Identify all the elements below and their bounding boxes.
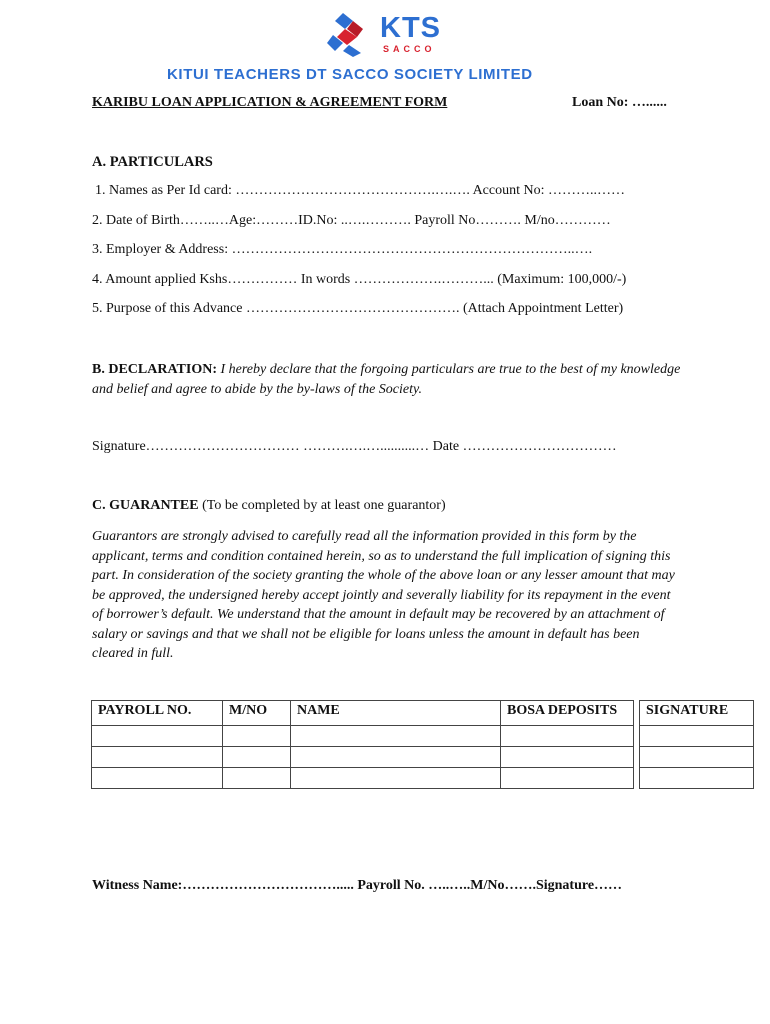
col-payroll-no: PAYROLL NO. <box>92 701 223 726</box>
cell-bosa-deposits[interactable] <box>501 726 634 747</box>
cell-name[interactable] <box>291 726 501 747</box>
table-row <box>92 768 754 789</box>
table-row <box>92 747 754 768</box>
cell-payroll-no[interactable] <box>92 726 223 747</box>
declaration-text: I hereby declare that the forgoing particulars are true to the best of my knowledge and belief and agree to abide by the by-laws of the Society. <box>92 362 681 397</box>
particulars-line-purpose: 5. Purpose of this Advance ………………………………………. (Attach Appointment Letter) <box>92 301 624 316</box>
guarantee-heading: C. GUARANTEE <box>92 498 199 513</box>
col-name: NAME <box>291 701 501 726</box>
cell-mno[interactable] <box>223 747 291 768</box>
guarantee-heading-row <box>92 498 446 514</box>
cell-signature[interactable] <box>640 747 754 768</box>
particulars-line-amount: 4. Amount applied Kshs…………… In words ……………….………... (Maximum: 100,000/-) <box>92 272 627 287</box>
particulars-heading: A. PARTICULARS <box>92 154 213 170</box>
cell-mno[interactable] <box>223 726 291 747</box>
particulars-line-names: 1. Names as Per Id card: …………………………………….….…. Account No: ………..…… <box>95 183 625 198</box>
declaration-heading: B. DECLARATION: <box>92 362 217 377</box>
particulars-line-employer: 3. Employer & Address: ………………………………………………………………..…. <box>92 242 593 257</box>
declaration-block <box>92 360 682 399</box>
cell-mno[interactable] <box>223 768 291 789</box>
table-row <box>92 726 754 747</box>
col-mno: M/NO <box>223 701 291 726</box>
cell-signature[interactable] <box>640 726 754 747</box>
witness-line: Witness Name:……………………………..... Payroll No. …..…..M/No…….Signature…… <box>92 878 623 893</box>
cell-signature[interactable] <box>640 768 754 789</box>
form-title: KARIBU LOAN APPLICATION & AGREEMENT FORM <box>92 95 448 110</box>
col-signature: SIGNATURE <box>640 701 754 726</box>
guarantee-text-block <box>92 527 682 664</box>
declaration-signature-line: Signature…………………………… ……….….…..........… Date …………………………… <box>92 439 617 454</box>
guarantor-table <box>91 700 754 789</box>
table-header-row <box>92 701 754 726</box>
cell-name[interactable] <box>291 747 501 768</box>
society-name: KITUI TEACHERS DT SACCO SOCIETY LIMITED <box>167 66 533 83</box>
cell-name[interactable] <box>291 768 501 789</box>
loan-number-field: Loan No: …...... <box>572 95 667 110</box>
cell-payroll-no[interactable] <box>92 747 223 768</box>
particulars-line-dob: 2. Date of Birth……..…Age:………ID.No: ..….………. Payroll No………. M/no………… <box>92 213 611 228</box>
col-bosa-deposits: BOSA DEPOSITS <box>501 701 634 726</box>
logo-brand-text: KTS <box>380 12 441 44</box>
guarantee-heading-note: (To be completed by at least one guarantor) <box>202 498 446 513</box>
logo-sub-text: SACCO <box>383 44 436 54</box>
kts-logo-icon <box>323 11 379 57</box>
cell-payroll-no[interactable] <box>92 768 223 789</box>
cell-bosa-deposits[interactable] <box>501 768 634 789</box>
guarantee-text: Guarantors are strongly advised to carefully read all the information provided in this form by the applicant, terms and condition contained herein, so as to understand the full implication of signing this part. In consideration of the society granting the whole of the above loan or any lesser amount that may be approved, the undersigned hereby accept jointly and severally liability for its repayment in the event of borrower’s default. We understand that the amount in default may be recovered by an attachment of salary or savings and that we shall not be eligible for loans unless the amount in default has been cleared in full. <box>92 529 675 661</box>
cell-bosa-deposits[interactable] <box>501 747 634 768</box>
